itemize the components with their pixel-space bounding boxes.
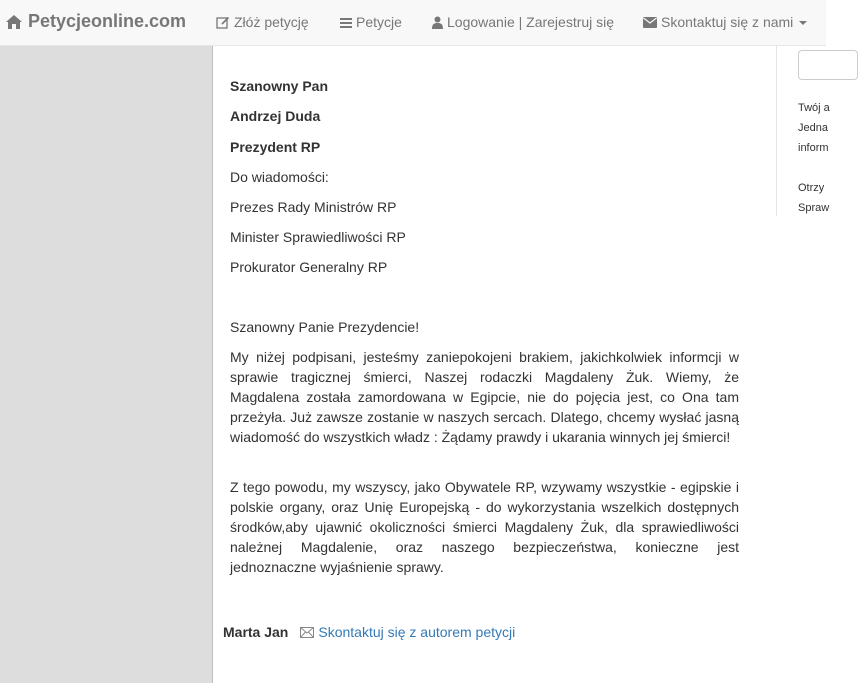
list-icon: [340, 17, 352, 28]
sidebar-text: Spraw: [798, 202, 830, 214]
nav-contact-us-label: Skontaktuj się z nami: [661, 14, 794, 30]
left-panel: [0, 46, 213, 683]
author-row: [223, 622, 515, 642]
nav-submit-petition-label: Złóż petycję: [234, 14, 309, 30]
nav-contact-us[interactable]: [643, 14, 807, 30]
user-icon: [432, 16, 443, 29]
cc-line: Minister Sprawiedliwości RP: [230, 229, 406, 245]
sidebar-button[interactable]: [798, 50, 858, 80]
brand-link[interactable]: [6, 11, 186, 32]
sidebar-text: Jedna: [798, 122, 828, 134]
salutation: Szanowny Panie Prezydencie!: [230, 319, 420, 335]
nav-petitions[interactable]: [340, 14, 402, 30]
author-name: Marta Jan: [223, 624, 289, 640]
cc-line: Prezes Rady Ministrów RP: [230, 199, 397, 215]
recipient-line: Szanowny Pan: [230, 78, 329, 94]
edit-icon: [216, 16, 230, 29]
nav-submit-petition[interactable]: [216, 14, 309, 30]
top-navbar: [0, 0, 826, 46]
mail-icon: [300, 627, 314, 638]
nav-petitions-label: Petycje: [356, 14, 402, 30]
contact-author-link[interactable]: Skontaktuj się z autorem petycji: [318, 624, 516, 640]
home-icon: [6, 15, 22, 29]
right-sidebar: [776, 46, 830, 216]
brand-text: Petycjeonline.com: [28, 11, 187, 31]
nav-login-register[interactable]: [432, 14, 614, 30]
nav-login-register-label: Logowanie | Zarejestruj się: [447, 14, 615, 30]
sidebar-text: Otrzy: [798, 182, 825, 194]
sidebar-text: inform: [798, 142, 829, 154]
recipient-line: Andrzej Duda: [230, 108, 321, 124]
cc-line: Prokurator Generalny RP: [230, 259, 388, 275]
letter-paragraph: My niżej podpisani, jesteśmy zaniepokojeni brakiem, jakichkolwiek informcji w sprawie tragicznej śmierci, Naszej rodaczki Magdaleny Żuk. Wiemy, że Magdalena została zamordowana w Egipcie, nie do pojęcia jest, co Ona tam przeżyła. Już zawsze zostanie w naszych sercach. Dlatego, chcemy wysłać jasną wiadomość do wszystkich władz : Żądamy prawdy i ukarania winnych jej śmierci!: [230, 349, 739, 445]
cc-heading: Do wiadomości:: [230, 169, 329, 185]
recipient-line: Prezydent RP: [230, 139, 321, 155]
letter-paragraph: Z tego powodu, my wszyscy, jako Obywatele RP, wzywamy wszystkie - egipskie i polskie organy, oraz Unię Europejską - do wykorzystania wszelkich dostępnych środków,aby ujawnić okoliczności śmierci Magdaleny Żuk, dla sprawiedliwości należnej Magdalenie, oraz naszego bezpieczeństwa, konieczne jest jednoznaczne wyjaśnienie sprawy.: [230, 479, 739, 575]
petition-content: [213, 46, 775, 683]
envelope-icon: [643, 17, 657, 28]
sidebar-text: Twój a: [798, 102, 830, 114]
chevron-down-icon: [799, 21, 807, 25]
